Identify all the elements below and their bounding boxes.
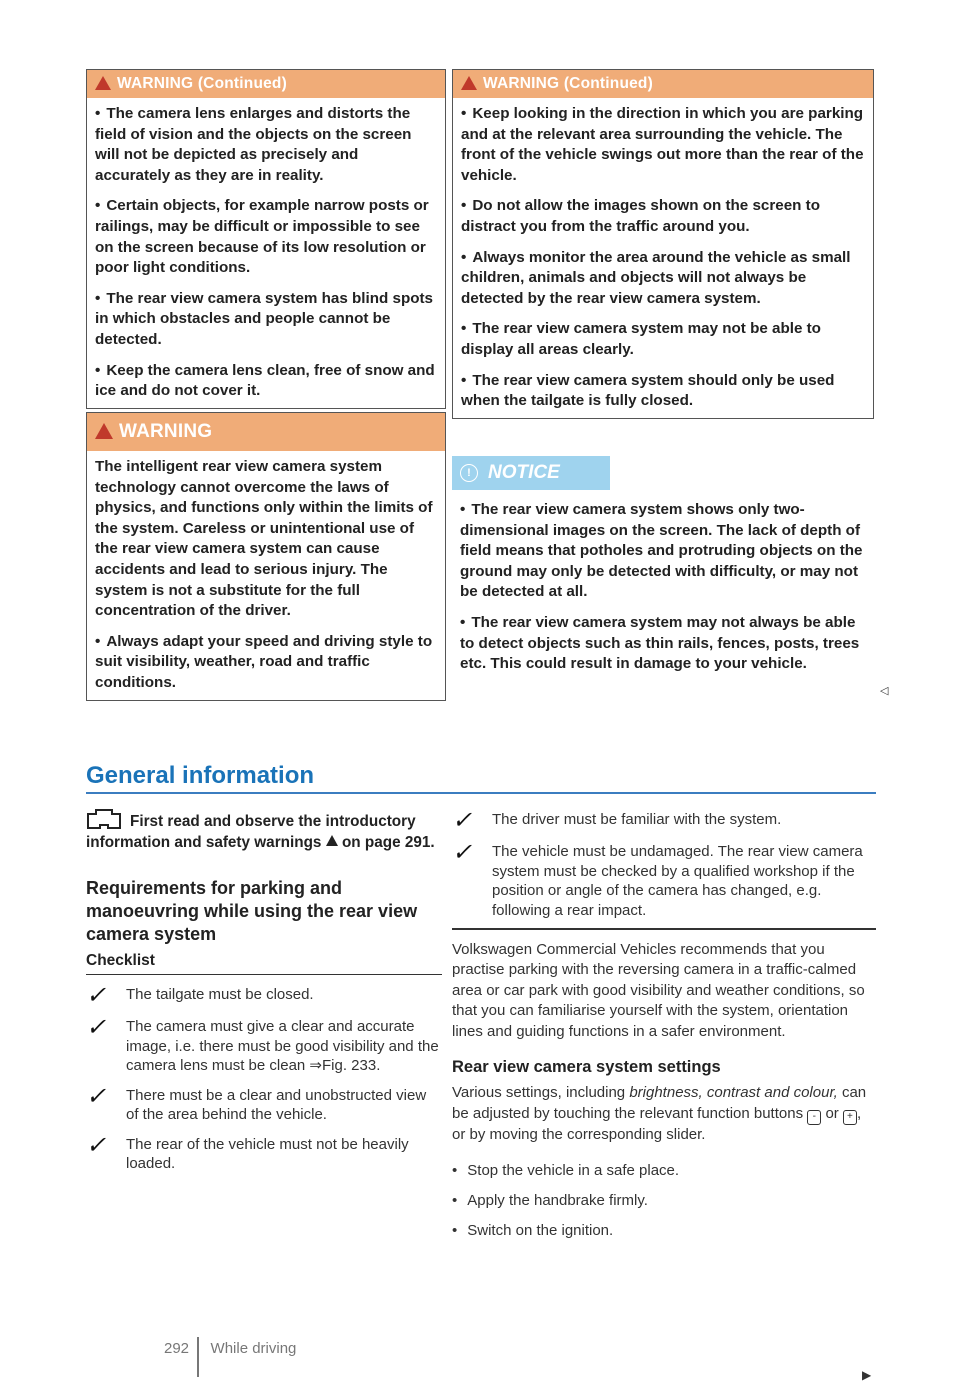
plus-button-icon: + [843,1110,857,1125]
checkmark-icon: ✓ [452,839,473,866]
warning-icon [326,835,338,846]
section-end-icon: ◁ [880,685,889,697]
checklist-item [86,1014,442,1076]
warning-title: WARNING (Continued) [117,75,287,92]
bullet-text: The rear view camera system may not always be able to detect objects such as thin rails, fences, posts, trees etc. This could result in damage to your vehicle. [460,613,860,673]
bullet-item [461,196,865,237]
settings-text [452,1083,876,1145]
checkmark-icon: ✓ [86,1131,107,1159]
step-text: Apply the handbrake firmly. [467,1192,648,1209]
bullet-dot-icon: • [461,105,467,122]
bullet-item [95,632,437,694]
minus-button-icon: - [807,1110,821,1125]
checklist-text: The driver must be familiar with the system. [492,811,782,828]
notice-header [452,456,610,490]
bullet-item [461,248,865,310]
bullet-dot-icon: • [461,371,467,389]
footer-separator [197,1337,199,1377]
warning-body [453,98,873,418]
checklist-heading: Checklist [86,952,442,975]
settings-text-part: Various settings, including [452,1084,626,1101]
bullet-item [95,104,437,186]
checklist-text: The vehicle must be undamaged. The rear view camera system must be checked by a qualified workshop if the position or angle of the camera has changed, e.g. following a rear impact. [492,843,863,919]
bullet-dot-icon: • [461,320,467,338]
warning-box [86,412,446,701]
general-info-left [86,808,442,1174]
warning-title: WARNING [119,421,213,442]
section-rule [86,792,876,794]
step-text: Switch on the ignition. [467,1222,614,1239]
checklist-text: The rear of the vehicle must not be heavily loaded. [126,1135,409,1172]
bullet-dot-icon: • [95,105,101,122]
checkmark-icon: ✓ [86,1014,107,1041]
bullet-dot-icon: • [460,501,466,518]
bullet-item [461,319,865,360]
checklist-end-rule [452,928,876,930]
bullet-text: The camera lens enlarges and distorts the field of vision and the objects on the screen will not be depicted as precisely and accurately as they are in reality. [95,105,412,184]
warning-body [87,451,445,700]
section-title: General information [86,762,315,789]
bullet-text: Keep the camera lens clean, free of snow and ice and do not cover it. [95,361,435,400]
warning-icon [95,423,113,439]
bullet-text: Always monitor the area around the vehicle as small children, animals and objects will not always be detected by the rear view camera system. [461,248,851,307]
page-footer [164,1337,296,1377]
notice-title: NOTICE [488,462,560,483]
bullet-item [95,289,437,351]
info-icon: ! [460,464,478,482]
intro-page-ref: on page 291. [341,833,435,851]
settings-heading: Rear view camera system settings [452,1058,721,1076]
warning-icon [95,76,111,90]
step-item [452,1221,876,1241]
settings-text-part: can be adjusted by touching the relevant function buttons [452,1084,867,1122]
bullet-dot-icon: • [460,613,466,631]
bullet-dot-icon: • [461,248,467,266]
bullet-item [461,104,865,186]
checklist-item [86,1082,442,1125]
bullet-text: The rear view camera system has blind spots in which obstacles and people cannot be detected. [95,289,434,348]
bullet-text: Do not allow the images shown on the screen to distract you from the traffic around you. [461,197,820,235]
warning-header [87,70,445,98]
step-item [452,1191,876,1211]
bullet-item [95,196,437,278]
bullet-item [460,613,864,675]
recommendation-text: Volkswagen Commercial Vehicles recommends that you practise parking with the reversing camera in a traffic-calmed area or car park with good visibility and weather conditions, so that you can familiarise yourself with the system, orientation lines and guiding functions in a safer environment. [452,940,865,1040]
notice-box [452,456,872,675]
step-text: Stop the vehicle in a safe place. [467,1162,680,1179]
bullet-dot-icon: • [452,1192,458,1209]
checklist-item [452,807,876,834]
checkmark-icon: ✓ [86,982,107,1009]
bullet-text: Keep looking in the direction in which you are parking and at the relevant area surrounding the vehicle. The front of the vehicle swings out more than the rear of the vehicle. [461,105,864,184]
bullet-text: Always adapt your speed and driving style to suit visibility, weather, road and traffic conditions. [95,632,433,691]
warning-header [453,70,873,98]
page-number: 292 [164,1340,190,1357]
settings-text-part: , or by moving the corresponding slider. [452,1104,862,1143]
intro-text: First read and observe the introductory information and safety warnings [86,813,416,851]
settings-or: or [825,1104,839,1122]
book-icon [86,808,122,830]
warning-body [87,98,445,408]
checklist-item [86,1131,442,1174]
bullet-dot-icon: • [95,361,101,379]
bullet-dot-icon: • [452,1162,458,1179]
warning-continued-box-right [452,69,874,419]
checklist-item [452,839,876,920]
general-info-right [452,800,876,1382]
checkmark-icon: ✓ [452,807,473,834]
warning-paragraph: The intelligent rear view camera system technology cannot overcome the laws of physics, and functions only within the limits of the system. Careless or unintentional use of the rear view camera system can cause accidents and lead to serious injury. The system is not a substitute for the full concentration of the driver. [95,458,433,620]
continue-arrow-icon: ▶ [862,1368,872,1382]
checklist-text: There must be a clear and unobstructed view of the area behind the vehicle. [126,1086,427,1123]
notice-body [452,490,872,675]
intro-note [86,808,442,853]
warning-icon [461,76,477,90]
bullet-text: The rear view camera system should only be used when the tailgate is fully closed. [461,371,835,410]
warning-header [87,413,445,451]
bullet-text: The rear view camera system shows only two-dimensional images on the screen. The lack of depth of field means that potholes and protruding objects on the ground may only be detected with difficulty, or may not be detected at all. [460,501,863,601]
bullet-dot-icon: • [461,197,467,215]
bullet-dot-icon: • [95,632,101,650]
settings-italic: brightness, contrast and colour, [629,1084,838,1101]
bullet-item [95,361,437,402]
bullet-text: The rear view camera system may not be able to display all areas clearly. [461,320,821,358]
requirements-heading: Requirements for parking and manoeuvring while using the rear view camera system [86,878,418,944]
checkmark-icon: ✓ [86,1082,107,1110]
warning-continued-box-left [86,69,446,409]
checklist-item [86,982,442,1009]
checklist-text: The camera must give a clear and accurate image, i.e. there must be good visibility and the camera lens must be clean ⇒Fig. 233. [126,1018,439,1074]
bullet-item [460,500,864,603]
checklist-text: The tailgate must be closed. [126,986,314,1003]
bullet-item [461,371,865,412]
bullet-dot-icon: • [95,289,101,307]
bullet-dot-icon: • [95,197,101,215]
warning-title: WARNING (Continued) [483,75,653,92]
step-item [452,1161,876,1181]
bullet-text: Certain objects, for example narrow posts or railings, may be difficult or impossible to see on the screen because of its low resolution or poor light conditions. [95,197,429,277]
chapter-name: While driving [210,1340,297,1357]
bullet-dot-icon: • [452,1222,458,1239]
